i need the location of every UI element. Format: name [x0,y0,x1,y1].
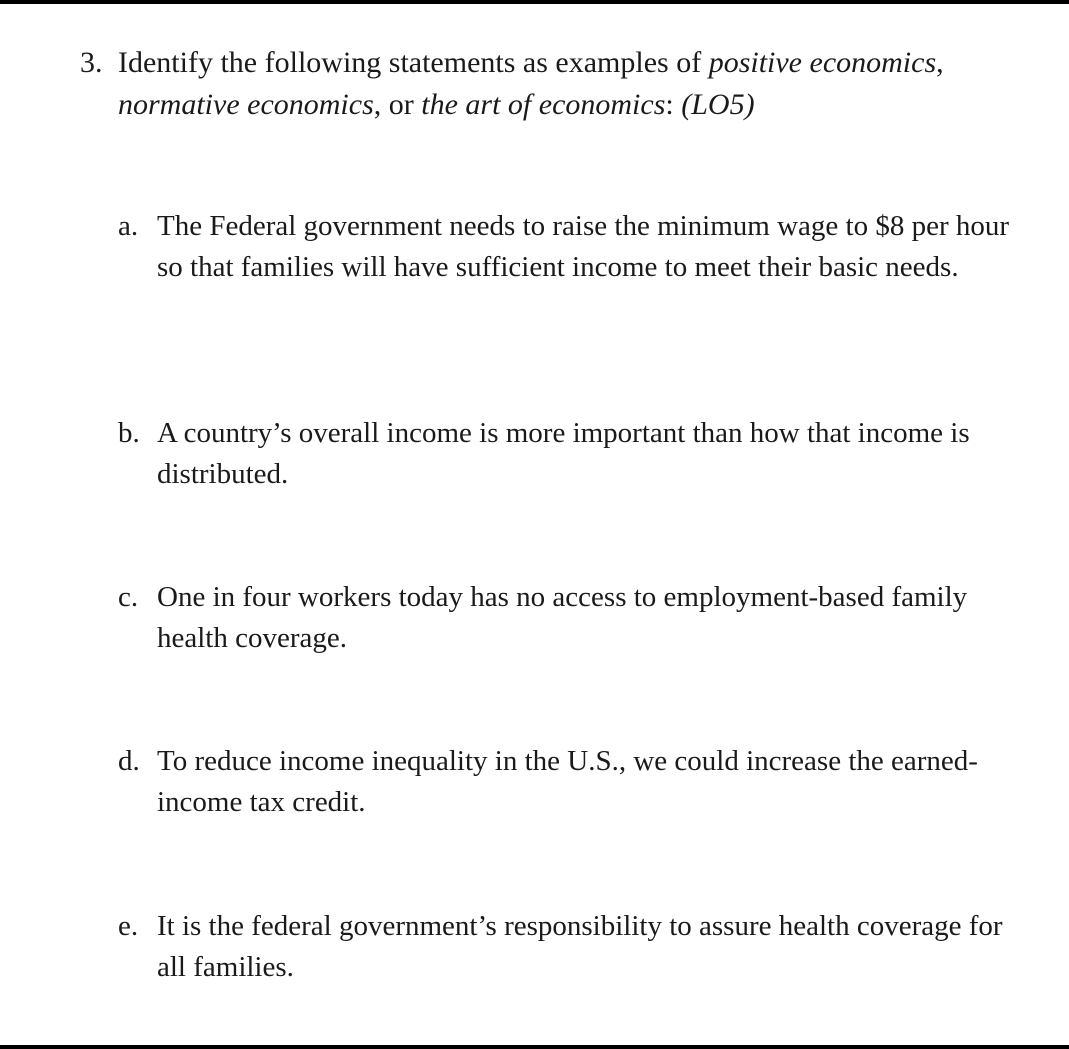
separator: : [665,88,682,121]
separator: , [936,46,944,79]
question-number: 3. [80,46,103,79]
term-positive-economics: positive economics [708,46,937,79]
bottom-border-rule [0,1045,1069,1049]
statement-text: To reduce income inequality in the U.S., we could increase the earned-income tax credit. [157,745,978,818]
statement-letter: a. [118,210,139,242]
statement-letter: c. [118,581,139,613]
statement-text: The Federal government needs to raise the minimum wage to $8 per hour so that families will have sufficient income to meet their basic needs. [157,210,1010,283]
term-normative-economics: normative economics [118,88,374,121]
statement-letter: d. [118,745,140,777]
statement-a [118,206,1018,288]
statement-d [118,741,1018,823]
top-border-rule [0,0,1069,4]
statement-b [118,413,1018,495]
statement-letter: e. [118,910,139,942]
question-3 [80,42,1040,126]
statement-text: A country’s overall income is more important than how that income is distributed. [157,417,970,490]
separator: , or [373,88,422,121]
question-intro: Identify the following statements as examples of [118,46,709,79]
statement-text: One in four workers today has no access to employment-based family health coverage. [157,581,968,654]
statement-e [118,906,1018,988]
term-art-of-economics: the art of economics [421,88,666,121]
statement-text: It is the federal government’s responsibility to assure health coverage for all families. [157,910,1003,983]
statement-c [118,577,1018,659]
learning-objective: (LO5) [681,88,755,121]
question-prompt [118,42,1040,126]
statement-letter: b. [118,417,140,449]
